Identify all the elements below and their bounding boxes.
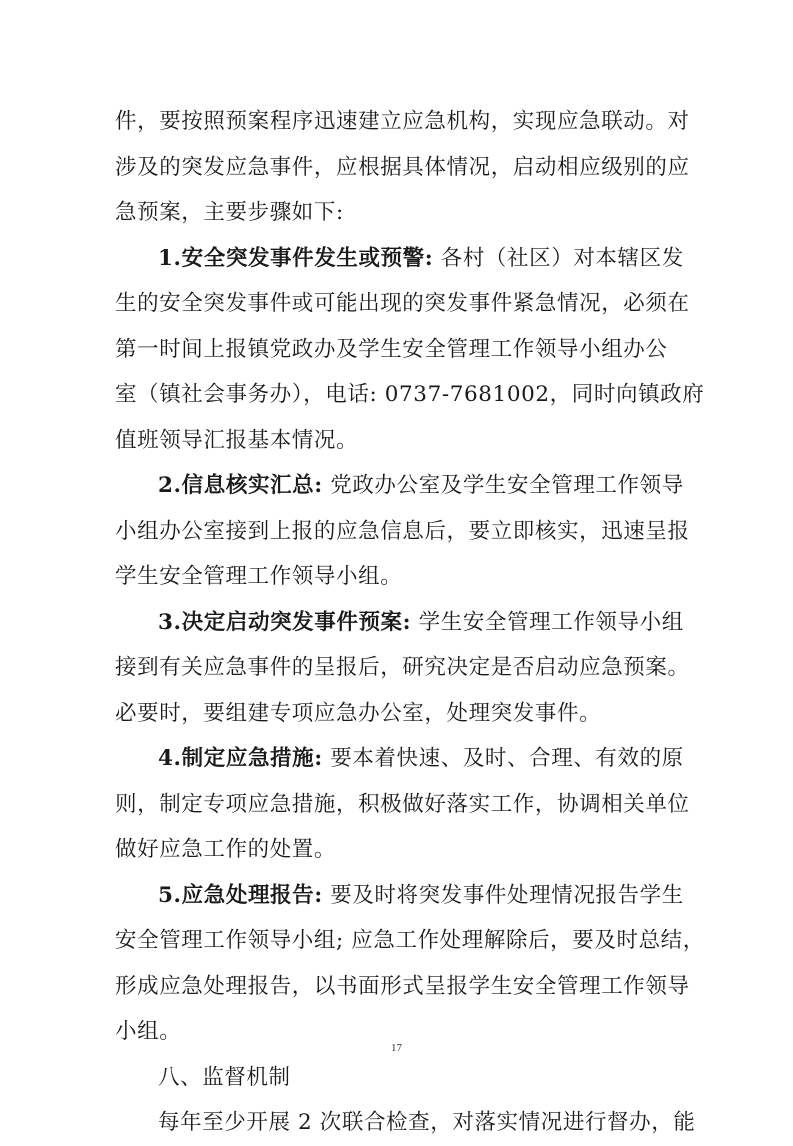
paragraph-line: 件，要按照预案程序迅速建立应急机构，实现应急联动。对 — [115, 109, 690, 134]
paragraph-line: 室（镇社会事务办），电话: 0737-7681002，同时向镇政府 — [115, 382, 705, 407]
step-1-heading: 1.安全突发事件发生或预警: — [158, 245, 434, 271]
step-1-first-line — [115, 236, 684, 282]
paragraph-line: 值班领导汇报基本情况。 — [115, 427, 359, 453]
paragraph-line: 接到有关应急事件的呈报后，研究决定是否启动应急预案。 — [115, 655, 690, 680]
paragraph-line: 必要时，要组建专项应急办公室，处理突发事件。 — [115, 700, 602, 726]
step-5-text: 要及时将突发事件处理情况报告学生 — [322, 882, 684, 908]
paragraph-line: 每年至少开展 2 次联合检查，对落实情况进行督办，能 — [158, 1110, 696, 1135]
page-number: 17 — [391, 1042, 402, 1054]
step-4-text: 要本着快速、及时、合理、有效的原 — [322, 746, 684, 771]
paragraph-line: 急预案，主要步骤如下: — [115, 200, 344, 225]
paragraph-line: 做好应急工作的处置。 — [115, 837, 337, 862]
step-3-text: 学生安全管理工作领导小组 — [411, 609, 684, 635]
paragraph-line: 学生安全管理工作领导小组。 — [115, 564, 403, 589]
step-4-heading: 4.制定应急措施: — [158, 746, 323, 771]
paragraph-line: 涉及的突发应急事件，应根据具体情况，启动相应级别的应 — [115, 154, 690, 180]
paragraph-line: 小组。 — [115, 1019, 182, 1044]
step-1-text: 各村（社区）对本辖区发 — [433, 245, 684, 271]
step-3-heading: 3.决定启动突发事件预案: — [158, 609, 412, 635]
step-5-first-line — [115, 873, 684, 919]
paragraph-line: 形成应急处理报告，以书面形式呈报学生安全管理工作领导 — [115, 973, 690, 999]
step-4-first-line — [115, 736, 684, 782]
step-3-first-line — [115, 600, 684, 646]
paragraph-line: 生的安全突发事件或可能出现的突发事件紧急情况，必须在 — [115, 291, 690, 316]
step-2-text: 党政办公室及学生安全管理工作领导 — [322, 473, 684, 498]
paragraph-line: 小组办公室接到上报的应急信息后，要立即核实，迅速呈报 — [115, 518, 690, 544]
section-heading: 八、监督机制 — [158, 1064, 291, 1090]
step-5-heading: 5.应急处理报告: — [158, 882, 323, 908]
paragraph-line: 安全管理工作领导小组; 应急工作处理解除后，要及时总结， — [115, 928, 705, 953]
body-text — [115, 99, 705, 1146]
paragraph-line: 则，制定专项应急措施，积极做好落实工作，协调相关单位 — [115, 791, 690, 817]
paragraph-line: 第一时间上报镇党政办及学生安全管理工作领导小组办公 — [115, 336, 668, 362]
step-2-first-line — [115, 463, 684, 509]
step-2-heading: 2.信息核实汇总: — [158, 473, 323, 498]
